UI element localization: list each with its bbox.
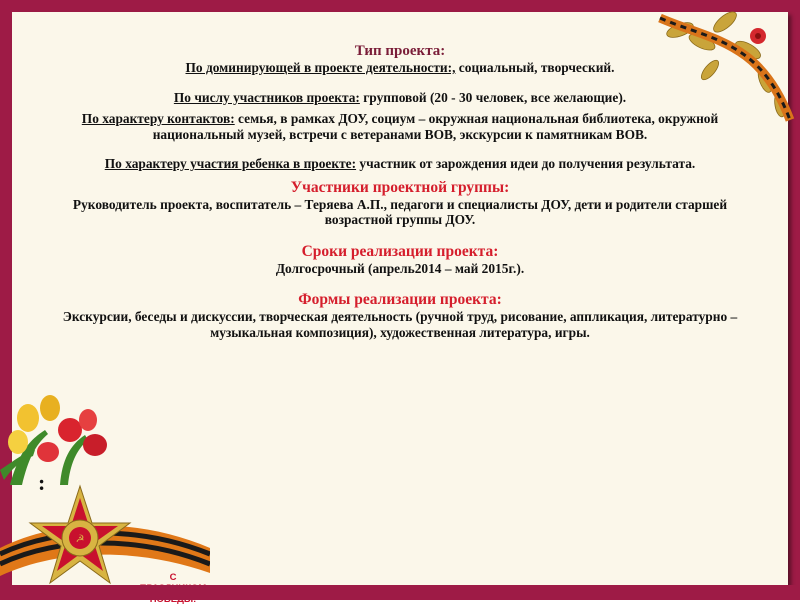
project-type-heading: Тип проекта: bbox=[354, 43, 446, 59]
child-participation-line bbox=[60, 156, 740, 172]
project-info-text bbox=[60, 42, 740, 340]
svg-text:☭: ☭ bbox=[75, 534, 85, 545]
participants-count-value: групповой (20 - 30 человек, все желающие). bbox=[359, 89, 627, 105]
child-participation-value: участник от зарождения идеи до получения результата. bbox=[356, 156, 696, 171]
stray-colon: : bbox=[38, 470, 46, 495]
forms-heading: Формы реализации проекта: bbox=[298, 291, 502, 308]
child-participation-label: По характеру участия ребенка в проекте: bbox=[104, 156, 357, 171]
terms-text: Долгосрочный (апрель2014 – май 2015г.). bbox=[275, 260, 525, 276]
group-text: Руководитель проекта, воспитатель – Теряева А.П., педагоги и специалисты ДОУ, дети и родители старшей возрастной группы ДОУ. bbox=[72, 196, 728, 227]
contacts-label: По характеру контактов: bbox=[81, 111, 235, 126]
bottom-stripe bbox=[0, 585, 800, 600]
contacts-value: семья, в рамках ДОУ, социум – окружная национальная библиотека, окружной национальный музей, встречи с ветеранами ВОВ, экскурсии к памятникам ВОВ. bbox=[152, 111, 719, 142]
contacts-line bbox=[60, 111, 740, 142]
forms-text: Экскурсии, беседы и дискуссии, творческая деятельность (ручной труд, рисование, аппликация, литературно – музыкальная композиция), художественная литература, игры. bbox=[62, 309, 738, 340]
dominant-activity-label: По доминирующей в проекте деятельности:, bbox=[185, 60, 456, 75]
participants-count-line bbox=[60, 90, 740, 106]
victory-caption-line-1: С bbox=[169, 572, 177, 583]
group-heading: Участники проектной группы: bbox=[290, 178, 510, 196]
dominant-activity-value: социальный, творческий. bbox=[455, 60, 615, 75]
tulips-decoration bbox=[0, 390, 120, 485]
dominant-activity-line bbox=[60, 60, 740, 76]
terms-heading: Сроки реализации проекта: bbox=[301, 242, 499, 260]
participants-count-label: По числу участников проекта: bbox=[173, 89, 360, 105]
